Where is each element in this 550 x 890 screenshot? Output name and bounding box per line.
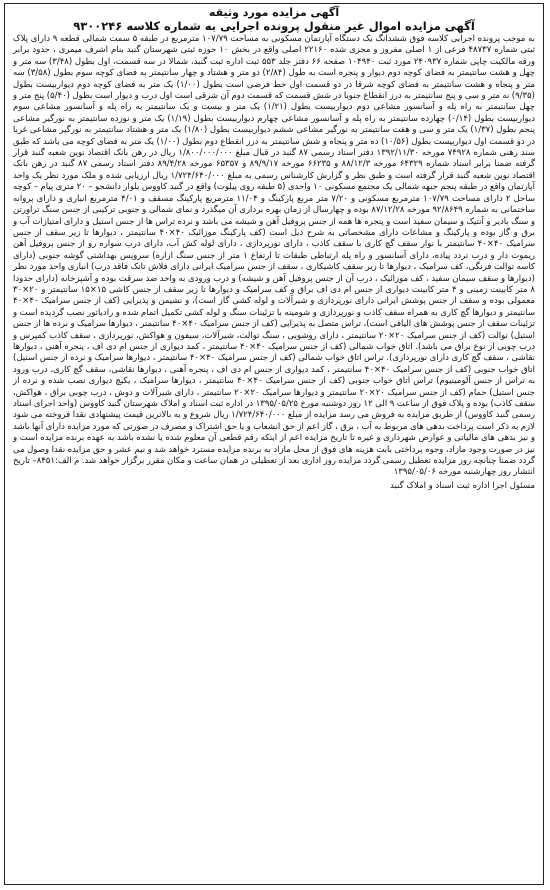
notice-body: به موجب پرونده اجرایی کلاسه فوق ششدانگ یک دستگاه آپارتمان مسکونی به مساحت ۱۰۷/۷۹ مترمربع در طبقه ۵ سمت شمالی قطعه ۹ دارای پلاک ثبتی شماره ۴۸۷۳۷ فرعی از ۱ اصلی مفروز و مجزی شده ۲۲۱۶۰ اصلی واقع در بخش ۱۰ حوزه ثبتی شهرستان گنبد بنام اشرف میمری ، حدود برابر ورقه مالکیت چاپی شماره ۲۴۰۹۳۷ مورد ثبت ۱۰۴۹۴۰ صفحه ۶۶ دفتر جلد ۵۵۳ ثبت اداره ثبت گنبد، شمالا در سه قسمت، اول بطول (۳/۴۸) سه متر و چهل و هشت سانتیمتر به فضای کوچه دوم دیوار و پنجره است به طول (۲/۸۴) دو متر و هشتاد و چهار سانتیمتر به فضای کوچه سوم بطول (۳/۵۸) سه متر و پنجاه و هشت سانتیمتر به فضای کوچه شرقا در دو قسمت اول خط فرضی است بطول (۱/۰۰) یک متر به فضای کوچه دوم دیواربیست بطول (۹/۳۵) نه متر و سی و پنج سانتیمتر به درز انقطاع جنوبا در شش قسمت که قسمت دوم آن شرقی است اول درب و دیوار است بطول (۵/۴۰) پنج متر و چهل سانتیمتر به راه پله و آسانسور مشاعی دوم دیواربیست بطول (۱/۲۱) یک متر و بیست و یک سانتیمتر به راه پله و آسانسور مشاعی سوم دیواربیست بطول (۰/۱۴) چهارده سانتیمتر به راه پله و آسانسور مشاعی چهارم دیواربیست بطول (۱/۱۹) یک متر و نوزده سانتیمتر به نورگیر مشاعی پنجم بطول (۱/۳۷) یک متر و سی و هفت سانتیمتر به نورگیر مشاعی ششم دیواربیست بطول (۱/۸۰) یک متر و هشتاد سانتیمتر به نورگیر مشاعی غربا در دو قسمت اول دیواربیست بطول (۱۰/۵۶) ده متر و پنجاه و شش سانتیمتر به درز انقطاع دوم بطول (۱/۰۰) یک متر به فضای کوچه می باشد که طبق سند رهنی شماره ۷۴۹۲۸ مورخه ۱۳۹۲/۱۱/۳۰ دفتر اسناد رسمی ۸۷ گنبد در قبال مبلغ ۱/۸۰۰/۰۰۰/۰۰۰ ریال در رهن بانک اقتصاد نوین شعبه گنبد قرار گرفته ضمنا برابر اسناد شماره ۶۴۳۲۹ مورخه ۸۸/۱۲/۳ و ۶۶۲۳۵ مورخه ۸۹/۹/۱۷ و ۶۵۳۵۷ مورخه ۸۹/۴/۲۸ دفتر اسناد رسمی ۸۷ گنبد در رهن بانک اقتصاد نوین شعبه گنبد قرار گرفته است و طبق نظر و گزارش کارشناس رسمی به مبلغ ۱/۷۲۴/۶۴۰/۰۰۰ ریال ارزیابی شده و ملک مورد نظر یک واحد آپارتمان واقع در طبقه پنجم جبهه شمالی یک مجتمع مسکونی ۱۰ واحدی (۵ طبقه روی پیلوت) واقع در گنبد کاووس بلوار دانشجو – ۲۰ متری پیام – کوچه ساحل ۲ دارای مساحت ۱۰۷/۷۹ مترمربع مسکونی و ۷/۲۰ متر مربع پارکینگ و ۱۱/۰۴ مترمربع پارکینگ مسقف و ۴/۰۱ مترمربع انباری و دارای پروانه ساختمانی به شماره ۹۲/۸۶۴۹ مورخه ۸۷/۱۲/۲۸ بوده و چهارسال از زمان بهره برداری آن میگذرد و نمای شمالی و جنوبی ترکیبی از جنس سنگ تراورتن و سنگ بادیر و آنتیک و سیمان سفید است و پنجره ها همه از جنس پروفیل آهن و شیشه می باشد و نرده تراس ها از جنس استیل و دارای امتیازات آب و برق و گاز بوده و پارکینگ و مشاعات دارای مشخصاتی به شرح ذیل است (کف پارکینگ موزائیک ۴۰×۴۰ سانتیمتر ، دیوارها تا زیر سقف از جنس سرامیک ۴۰×۴۰ سانتیمتر با نوار سقف گچ کاری با سقف کاذب ، دارای نورپردازی ، دارای لوله کش آب، دارای درب سواره رو از جنس پروفیل آهن ریموت دار و درب تردد پیاده، دارای آسانسور و راه پله ارتباطی طبقات تا ارتفاع ۱ متر از جنس سنگ ازاره) سرویس بهداشتی گوشه جنوبی (دارای کاسه توالت فرنگی، کف سرامیک ، دیوارها تا زیر سقف کاشیکاری ، سقف از جنس سرامیک ایرانی دارای فلاش تانک فاقد درب) انباری واحد مورد نظر (دیوارها و سقف سیمان سفید ، کف موزائیک ، درب آن از جنس پروفیل آهن و شیشه) و درب ورودی به واحد ضد سرقت بوده و آشپزخانه (دارای حدودا ۸ متر کابینت زمینی و ۴ متر کابینت دیواری از جنس ام دی اف براق و کف سرامیک و دیوارها تا زیر سقف از جنس کاشی ۱۵×۱۵ سانتیمتر و ۲۰×۳۰ معمولی بوده و سقف از جنس پوشش ایرانی دارای نورپردازی و شیرآلات و لوله کشی گاز است)، و نشیمن و پذیرایی (کف از جنس سرامیک ۴۰×۴۰ سانتیمتر و دیوارها گچ کاری به همراه سقف کاذب و نورپردازی و شومینه با تزئینات سنگ و لوله کشی تکمیل اتمام شده و رادیاتور نصب گردیده است و تزئینات سقف از جنس پوشش های الیافی است)، تراس متصل به پذیرایی (کف از جنس سرامیک ۴۰×۴۰ سانتیمتر ، دیوارها سرامیک و نرده ها از جنس استیل) توالت (کف از جنس سرامیک ۲۰×۲۰ سانتیمتر ، دارای روشویی ، سنگ توالت، شیرآلات، سیفون و هواکش، نورپردازی ، سقف کاذب کمپرس و درب چوبی از نوع براق می باشد). اتاق خواب شمالی (کف از جنس سرامیک ۴۰×۴۰ سانتیمتر ، کمد دیواری از جنس ام دی اف ، پنجره آهنی ، دیوارها نقاشی ، سقف گچ کاری دارای نورپردازی). تراس اتاق خواب شمالی (کف از جنس سرامیک ۴۰×۴۰ سانتیمتر ، دیوارها سرامیک و نرده از جنس استیل) اتاق خواب جنوبی (کف از جنس سرامیک ۴۰×۴۰ سانتیمتر ، کمد دیواری از جنس ام دی اف ، پنجره آهنی ، دیوارها نقاشی، سقف گچ کاری، درب ورود به تراس از جنس آلومینیوم) تراس اتاق خواب جنوبی (کف از جنس سرامیک ۴۰×۴۰ سانتیمتر ، دیوارها سرامیک ، یکیچ دیواری نصب شده و نرده از جنس استیل) حمام (کف از جنس سرامیک ۲۰×۲۰ سانتیمتر و دیوارها سرامیک ۲۰×۲۰ سانتیمتر ، دارای شیرآلات و دوش ، درب چوبی براق ، هواکش، سقف کاذب) بوده و پلاک فوق از ساعت ۹ الی ۱۲ روز دوشنبه مورخ ۱۳۹۵/۰۵/۲۵ در اداره ثبت اسناد و املاک شهرستان گنبد کاووس (واحد اجرای اسناد رسمی گنبد کاووس) از طریق مزایده به فروش می رسد مزایده از مبلغ ۱/۷۲۴/۶۴۰/۰۰۰ ریال شروع و به بالاترین قیمت پیشنهادی نقدا فروخته می شود لازم به ذکر است پرداخت بدهی های مربوط به آب ، برق ، گاز اعم از حق انشعاب و یا حق اشتراک و مصرف در صورتی که مورد مزایده دارای آنها باشد و نیز بدهی های مالیاتی و عوارض شهرداری و غیره تا تاریخ مزایده اعم از اینکه رقم قطعی آن معلوم شده یا نشده باشد به عهده برنده مزایده است و نیز در صورت وجود مازاد، وجوه پرداختی بابت هزینه های فوق از محل مازاد به برنده مزایده مسترد خواهد شد و نیم عشر و حق مزایده نقدا وصول می گردد ضمنا چنانچه روز مزایده تعطیل رسمی گردد مزایده روز اداری بعد از تعطیلی در همان ساعت و مکان مقرر برگزار خواهد شد. م الف:۸۴۵۱– تاریخ انتشار روز چهارشنبه مورخه ۱۳۹۵/۰۵/۰۶ <box>13 34 536 478</box>
notice-subtitle: آگهی مزایده اموال غیر منقول پرونده اجرایی به شماره کلاسه ۹۳۰۰۲۴۶ <box>73 19 475 33</box>
notice-signature: مسئول اجرا اداره ثبت اسناد و املاک گنبد <box>390 480 535 491</box>
auction-notice <box>4 3 544 885</box>
notice-title: آگهی مزایده مورد وثیقه <box>208 6 340 19</box>
